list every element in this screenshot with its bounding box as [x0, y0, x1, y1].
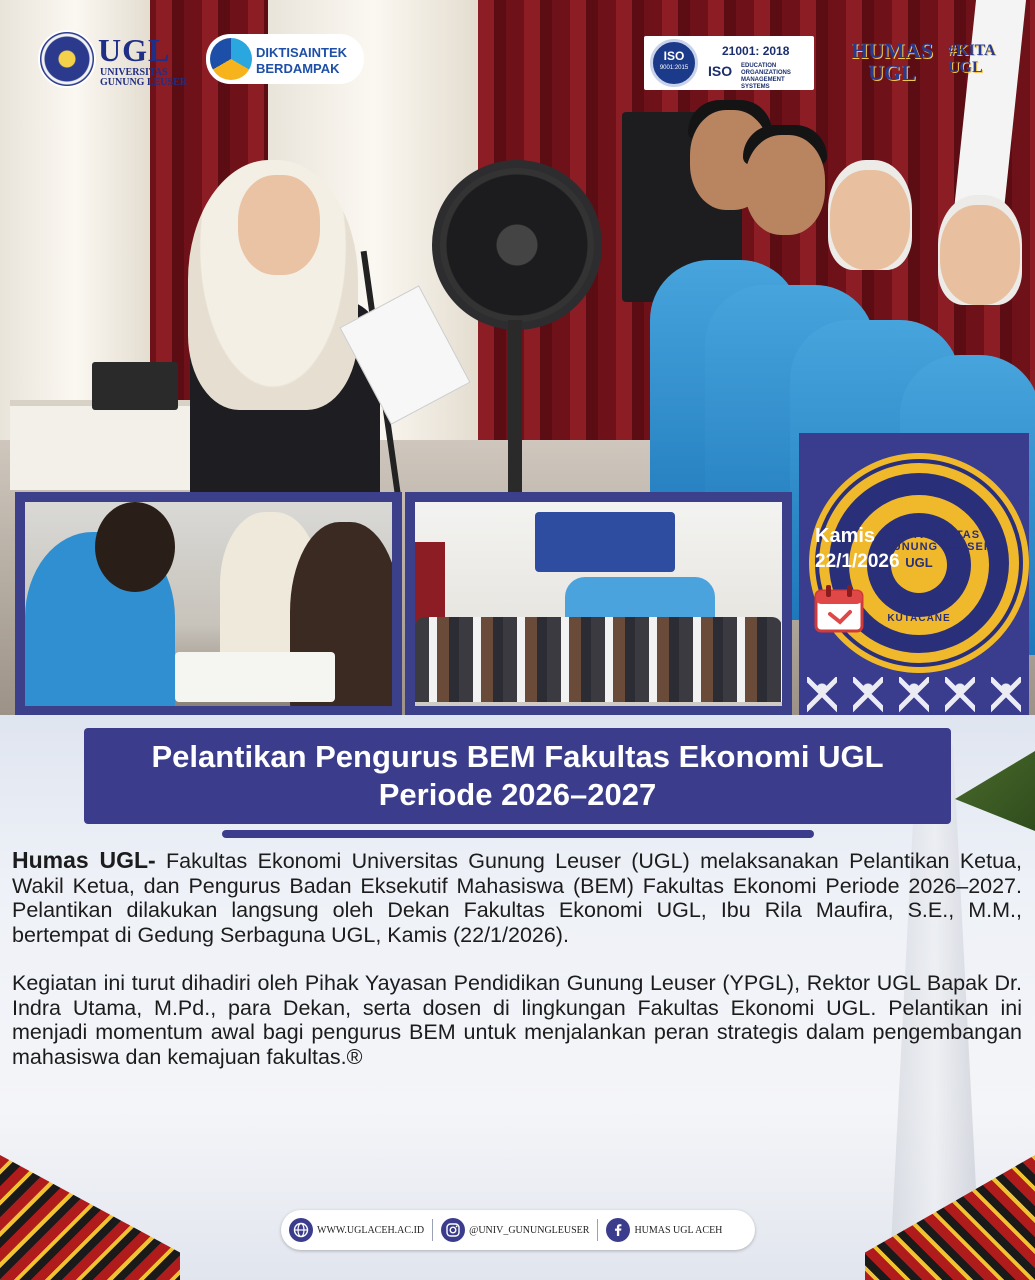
- document-on-table: [175, 652, 335, 702]
- iso-certification-badge: [644, 36, 814, 90]
- dean-face: [238, 175, 320, 275]
- iso-seal-subtext: 9001:2015: [659, 65, 689, 71]
- ornament-icon: [899, 677, 929, 717]
- footer-website[interactable]: [289, 1218, 424, 1242]
- calendar-icon: [813, 583, 867, 635]
- facebook-icon: [606, 1218, 630, 1242]
- leaf-decoration: [955, 745, 1035, 835]
- headline-underline: [222, 830, 814, 838]
- seal-ring-text: UNIVERSITAS GUNUNG LEUSER: [883, 529, 993, 553]
- social-footer: [281, 1210, 755, 1250]
- diktisaintek-logo: [206, 34, 364, 84]
- footer-instagram-text: @UNIV_GUNUNGLEUSER: [469, 1224, 590, 1236]
- ugl-logo-text: UGL: [98, 32, 171, 68]
- kita-text: #KITA: [948, 42, 996, 59]
- laptop: [92, 362, 178, 410]
- article-paragraph-1: [12, 848, 1022, 947]
- ugl-logo: [38, 30, 208, 90]
- article-body: [12, 848, 1022, 1093]
- stage-banner: [535, 512, 675, 572]
- ugl-logo-subtext: UNIVERSITAS GUNUNG LEUSER: [100, 67, 187, 88]
- footer-facebook-text: HUMAS UGL ACEH: [634, 1224, 723, 1236]
- headline-box: [84, 728, 951, 824]
- standing-fan: [432, 160, 602, 330]
- article-lead: Humas UGL-: [12, 847, 156, 873]
- footer-instagram[interactable]: [441, 1218, 589, 1242]
- iso-label: ISO: [708, 63, 733, 79]
- inset-photo-signing: [15, 492, 402, 716]
- berdampak-text: BERDAMPAK: [256, 61, 340, 76]
- group-photo: [415, 502, 782, 706]
- footer-divider: [597, 1219, 598, 1241]
- diktisaintek-text: DIKTISAINTEK: [256, 45, 347, 60]
- signing-photo: [25, 502, 392, 706]
- headline-title: Pelantikan Pengurus BEM Fakultas Ekonomi UGL Periode 2026–2027: [151, 739, 884, 812]
- article-paragraph-1-text: Fakultas Ekonomi Universitas Gunung Leuser (UGL) melaksanakan Pelantikan Ketua, Wakil Ketua, dan Pengurus Badan Eksekutif Mahasiswa (BEM) Fakultas Ekonomi Periode 2026–2027. Pelantikan dilakukan langsung oleh Dekan Fakultas Ekonomi UGL, Ibu Rila Maufira, S.E., M.M., bertempat di Gedung Serbaguna UGL, Kamis (22/1/2026).: [12, 849, 1022, 947]
- iso-description: EDUCATION ORGANIZATIONS MANAGEMENT SYSTEMS: [741, 63, 791, 90]
- iso-standard: 21001: 2018: [722, 44, 790, 58]
- ornament-icon: [945, 677, 975, 717]
- article-paragraph-2: Kegiatan ini turut dihadiri oleh Pihak Yayasan Pendidikan Gunung Leuser (YPGL), Rektor UGL Bapak Dr. Indra Utama, M.Pd., para Dekan, serta dosen di lingkungan Fakultas Ekonomi UGL. Pelantikan ini menjadi momentum awal bagi pengurus BEM untuk menjalankan peran strategis dalam pengembangan mahasiswa dan kemajuan fakultas.®: [12, 971, 1022, 1069]
- footer-facebook[interactable]: [606, 1218, 722, 1242]
- date-day: Kamis: [815, 525, 876, 547]
- kita-ugl-text: UGL: [948, 59, 983, 76]
- ornament-row: [799, 667, 1029, 717]
- footer-divider: [432, 1219, 433, 1241]
- fan-pole: [508, 320, 522, 500]
- instagram-icon: [441, 1218, 465, 1242]
- kita-ugl-logo: [948, 42, 1028, 86]
- date-card: [799, 433, 1029, 718]
- guests-row: [415, 617, 782, 702]
- humas-text: HUMAS: [851, 38, 933, 63]
- humas-ugl-logo: [842, 40, 942, 88]
- iso-seal-text: ISO: [663, 49, 685, 63]
- ornament-icon: [807, 677, 837, 717]
- globe-icon: [289, 1218, 313, 1242]
- footer-website-text: WWW.UGLACEH.AC.ID: [317, 1224, 425, 1236]
- ugl-emblem-icon: [38, 30, 96, 88]
- date-value: 22/1/2026: [815, 551, 900, 572]
- ornament-icon: [991, 677, 1021, 717]
- ornament-icon: [853, 677, 883, 717]
- seal-ugl-text: UGL: [905, 555, 933, 570]
- student-head: [95, 502, 175, 592]
- gayo-ornament-left: [0, 1155, 180, 1280]
- inset-photo-group: [405, 492, 792, 716]
- humas-ugl-text: UGL: [868, 60, 916, 85]
- diktisaintek-mark-icon: [210, 38, 252, 80]
- iso-seal-icon: [650, 39, 698, 87]
- seal-kutacane-text: KUTACANE: [887, 613, 951, 624]
